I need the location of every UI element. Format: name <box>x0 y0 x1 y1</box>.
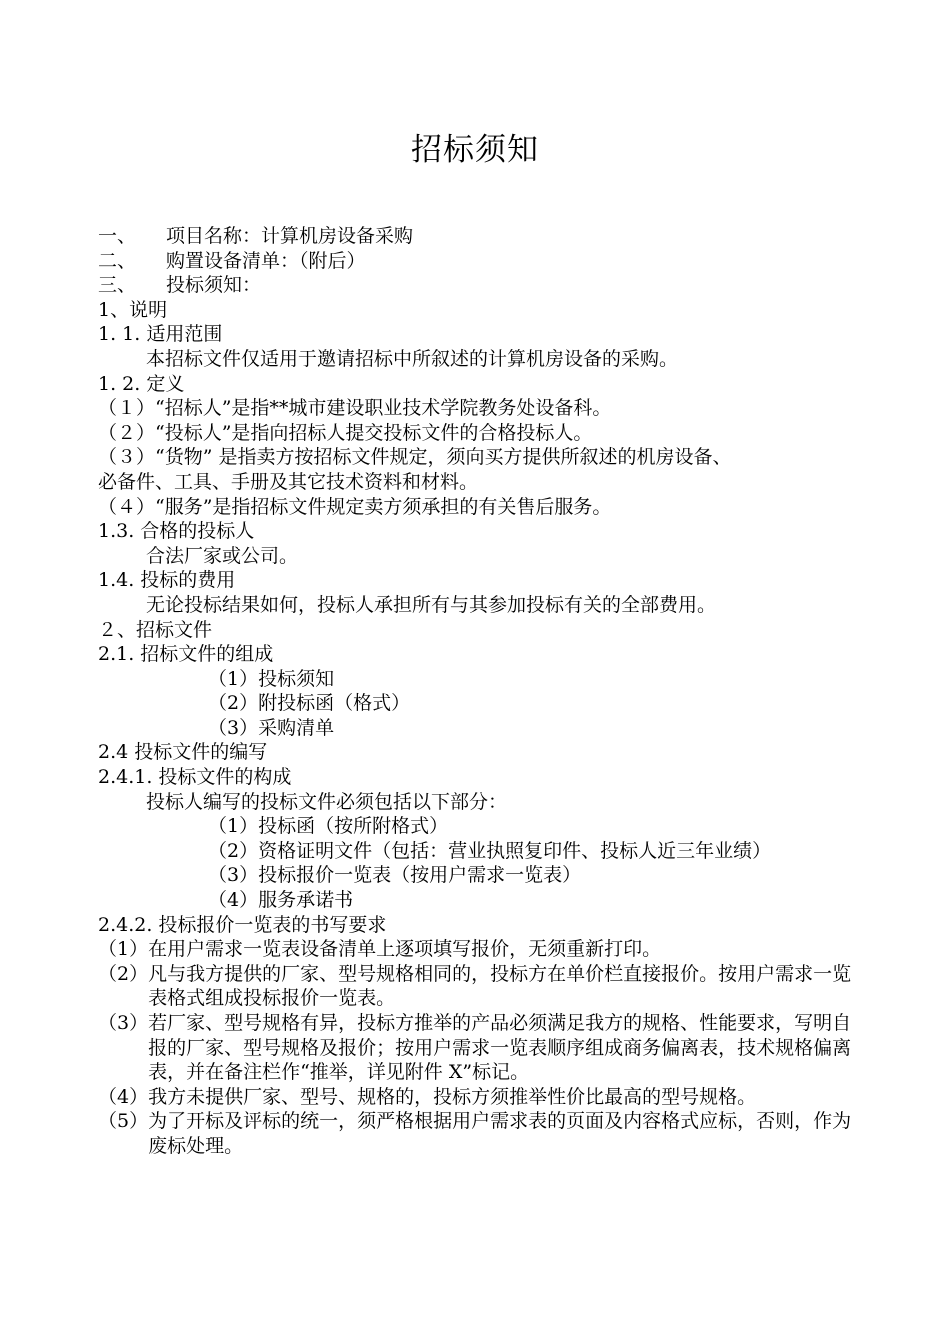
list-text: 若厂家、型号规格有异，投标方推举的产品必须满足我方的规格、性能要求，写明自报的厂家、型号规格及报价；按用户需求一览表顺序组成商务偏离表，技术规格偏离表，并在备注栏作“推举，详见附件 X”标记。 <box>148 1012 852 1084</box>
list-item <box>98 1011 868 1085</box>
list-number: （1） <box>208 815 259 838</box>
list-number: （1） <box>98 938 149 961</box>
list-number: （4） <box>98 1085 149 1108</box>
section-heading-3 <box>98 273 868 298</box>
definition-item: （３）“货物” 是指卖方按招标文件规定，须向买方提供所叙述的机房设备、 <box>98 446 732 469</box>
section-heading-2 <box>98 249 868 274</box>
definition-item-continued: 必备件、工具、手册及其它技术资料和材料。 <box>98 470 479 493</box>
subsection-heading: 2.1. 招标文件的组成 <box>98 643 274 666</box>
list-text: 为了开标及评标的统一，须严格根据用户需求表的页面及内容格式应标，否则，作为废标处理。 <box>148 1110 852 1157</box>
list-number: （2） <box>98 962 149 985</box>
list-item: （2）附投标函（格式） <box>208 692 411 715</box>
list-number: （3） <box>208 864 259 887</box>
section-number: 二、 <box>98 249 137 272</box>
section-heading-1 <box>98 224 868 249</box>
list-item <box>98 863 868 888</box>
paragraph: 本招标文件仅适用于邀请招标中所叙述的计算机房设备的采购。 <box>146 347 679 370</box>
paragraph: 无论投标结果如何，投标人承担所有与其参加投标有关的全部费用。 <box>146 593 717 616</box>
section-text: 购置设备清单：（附后） <box>166 249 366 272</box>
list-item <box>98 1109 868 1158</box>
definition-item: （４）“服务”是指招标文件规定卖方须承担的有关售后服务。 <box>98 495 612 518</box>
paragraph: 合法厂家或公司。 <box>146 544 299 567</box>
list-item: （3）采购清单 <box>208 716 335 739</box>
list-item: （1）投标须知 <box>208 667 335 690</box>
section-number: 一、 <box>98 225 137 247</box>
list-text: 凡与我方提供的厂家、型号规格相同的，投标方在单价栏直接报价。按用户需求一览表格式组成投标报价一览表。 <box>148 962 852 1010</box>
subsection-heading: 2.4 投标文件的编写 <box>98 741 268 764</box>
document-body <box>98 224 868 1159</box>
subsection-heading: 1、说明 <box>98 298 168 321</box>
subsection-heading: ２、招标文件 <box>98 618 213 641</box>
list-text: 资格证明文件（包括：营业执照复印件、投标人近三年业绩） <box>258 839 772 862</box>
list-item <box>98 814 868 839</box>
list-text: 在用户需求一览表设备清单上逐项填写报价，无须重新打印。 <box>148 938 662 961</box>
section-text: 项目名称：计算机房设备采购 <box>166 225 414 247</box>
definition-item: （１）“招标人”是指**城市建设职业技术学院教务处设备科。 <box>98 397 612 420</box>
list-text: 投标函（按所附格式） <box>258 815 449 838</box>
document-title: 招标须知 <box>411 132 539 168</box>
list-item <box>98 962 868 1011</box>
subsection-heading: 2.4.2. 投标报价一览表的书写要求 <box>98 913 387 936</box>
section-number: 三、 <box>98 274 137 297</box>
subsection-heading: 1.4. 投标的费用 <box>98 569 236 592</box>
list-number: （2） <box>208 839 259 862</box>
definition-item: （２）“投标人”是指向招标人提交投标文件的合格投标人。 <box>98 421 593 444</box>
section-text: 投标须知： <box>166 274 262 297</box>
list-item <box>98 1085 868 1110</box>
list-number: （5） <box>98 1110 149 1133</box>
subsection-heading: 1. 2. 定义 <box>98 372 185 395</box>
subsection-heading: 1.3. 合格的投标人 <box>98 520 255 543</box>
list-text: 我方未提供厂家、型号、规格的，投标方须推举性价比最高的型号规格。 <box>148 1085 757 1108</box>
list-item <box>98 839 868 864</box>
list-number: （4） <box>208 889 259 912</box>
list-item <box>98 937 868 962</box>
paragraph: 投标人编写的投标文件必须包括以下部分： <box>146 790 508 813</box>
list-item <box>98 888 868 913</box>
subsection-heading: 2.4.1. 投标文件的构成 <box>98 766 292 789</box>
list-text: 投标报价一览表（按用户需求一览表） <box>258 864 582 887</box>
subsection-heading: 1. 1. 适用范围 <box>98 323 223 346</box>
list-text: 服务承诺书 <box>258 889 354 912</box>
list-number: （3） <box>98 1012 149 1034</box>
